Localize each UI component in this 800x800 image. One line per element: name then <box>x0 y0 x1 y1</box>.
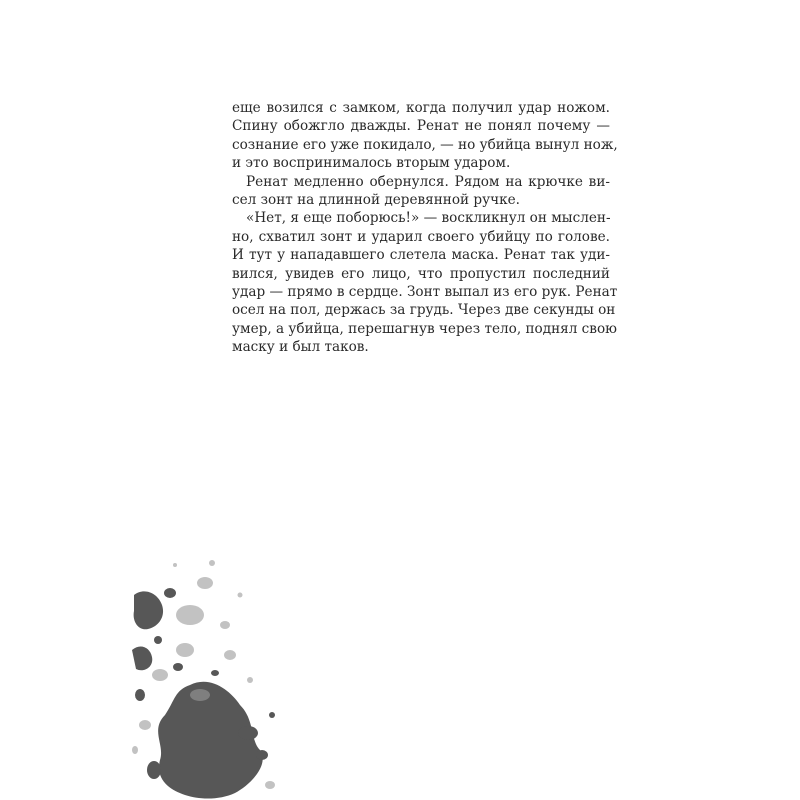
text-line: вился, увидев его лицо, что пропустил последний <box>232 265 610 282</box>
text-line: Ренат медленно обернулся. Рядом на крючке ви- <box>246 173 610 190</box>
text-line: еще возился с замком, когда получил удар ножом. <box>232 100 610 116</box>
text-line: «Нет, я еще поборюсь!» — воскликнул он мыслен- <box>246 210 611 227</box>
text-line: и это воспринималось вторым ударом. <box>232 155 511 172</box>
text-line: умер, а убийца, перешагнув через тело, поднял свою <box>232 320 617 337</box>
text-line: сел зонт на длинной деревянной ручке. <box>232 192 520 209</box>
text-line: удар — прямо в сердце. Зонт выпал из его рук. Ренат <box>232 284 618 301</box>
text-line: сознание его уже покидало, — но убийца вынул нож, <box>232 136 618 153</box>
text-line: И тут у нападавшего слетела маска. Ренат так уди- <box>232 247 610 264</box>
page-text <box>232 99 618 357</box>
text-line: маску и был таков. <box>232 339 369 356</box>
text-line: но, схватил зонт и ударил своего убийцу по голове. <box>232 228 610 245</box>
text-line: Спину обожгло дважды. Ренат не понял почему — <box>232 118 610 135</box>
ink-splatter-decoration <box>130 555 280 800</box>
text-line: осел на пол, держась за грудь. Через две секунды он <box>232 302 616 319</box>
